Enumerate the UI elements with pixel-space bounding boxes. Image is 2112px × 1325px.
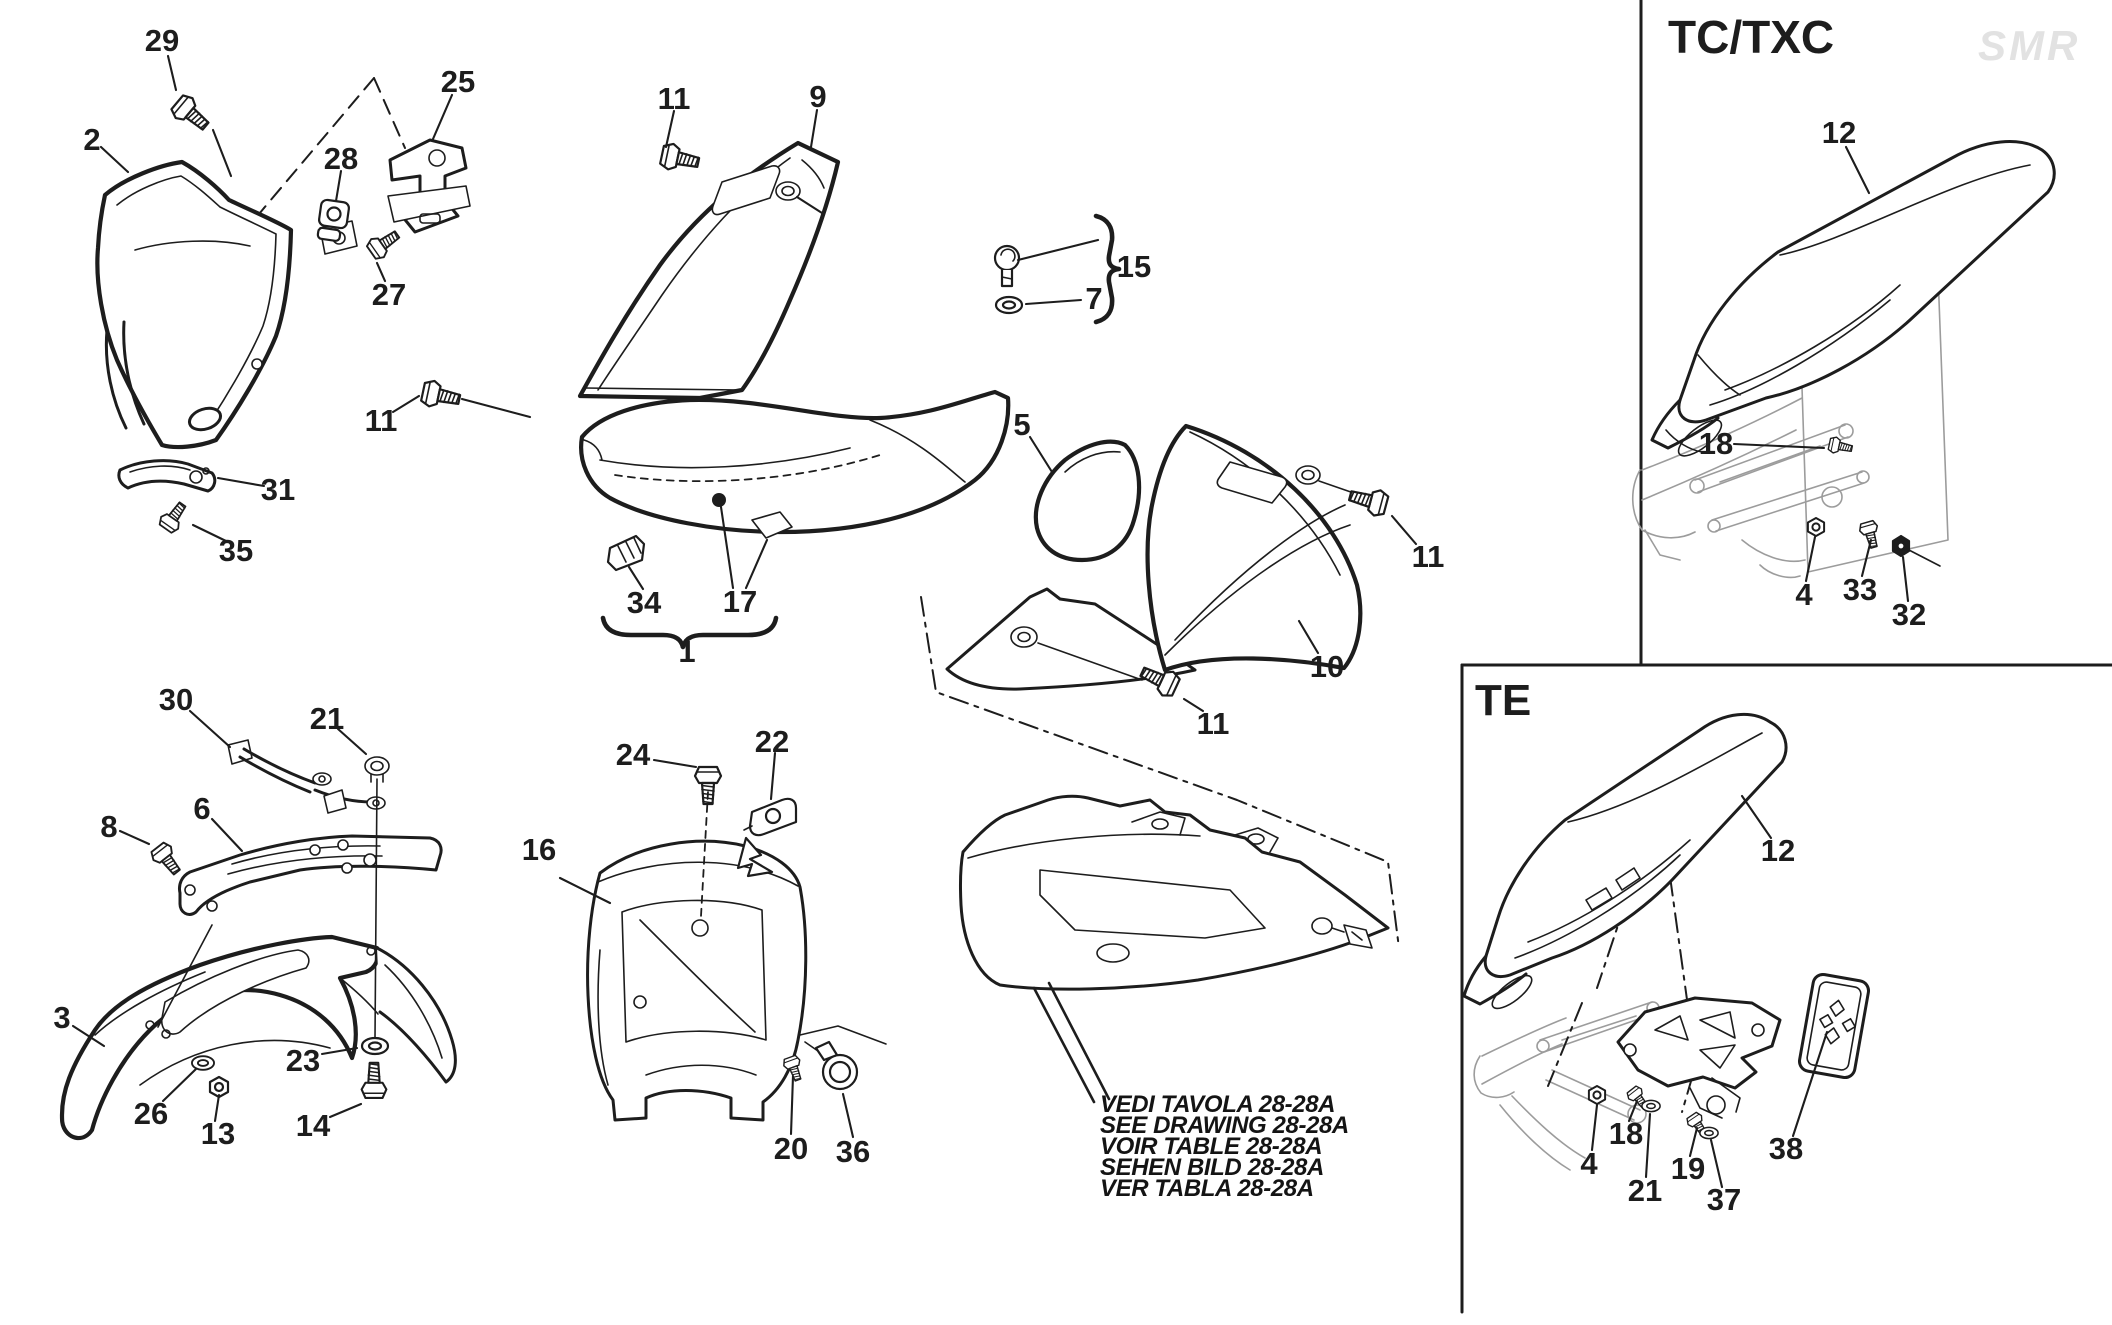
front-fender xyxy=(62,937,455,1138)
part-callout-34: 34 xyxy=(626,585,662,620)
te-nut-4 xyxy=(1589,1086,1605,1104)
part-callout-14: 14 xyxy=(295,1108,331,1143)
part-callout-38: 38 xyxy=(1768,1131,1804,1166)
part-callout-22: 22 xyxy=(754,724,790,759)
part-callout-21: 21 xyxy=(309,701,345,736)
part-callout-12: 12 xyxy=(1760,833,1796,868)
part-callout-4: 4 xyxy=(1795,577,1813,612)
note-block xyxy=(1100,1091,1349,1202)
part-callout-11: 11 xyxy=(1196,706,1230,741)
part-callout-28: 28 xyxy=(323,141,359,176)
tc-rear-fender xyxy=(1652,142,2054,462)
part-callout-31: 31 xyxy=(260,472,296,507)
part-callout-30: 30 xyxy=(158,682,194,717)
part-callout-25: 25 xyxy=(440,64,476,99)
part-callout-29: 29 xyxy=(144,23,180,58)
part-callout-3: 3 xyxy=(53,1000,71,1035)
note-line: SEHEN BILD 28-28A xyxy=(1100,1154,1324,1181)
clamp-36 xyxy=(800,1026,886,1089)
washer-23 xyxy=(362,1038,388,1054)
te-washer-37 xyxy=(1700,1127,1718,1138)
mount-bracket-25 xyxy=(388,140,470,232)
te-reflector-38 xyxy=(1798,973,1870,1079)
note-line: VER TABLA 28-28A xyxy=(1100,1175,1314,1202)
part-callout-1: 1 xyxy=(678,634,696,669)
right-side-panel xyxy=(1148,426,1371,670)
screw-11-plate xyxy=(420,379,462,412)
left-side-panel xyxy=(580,143,838,398)
part-callout-20: 20 xyxy=(773,1131,809,1166)
part-callout-10: 10 xyxy=(1309,649,1345,684)
part-callout-11: 11 xyxy=(364,403,398,438)
te-rear-fender xyxy=(1464,714,1786,1013)
grommet-21 xyxy=(365,757,389,775)
part-callout-23: 23 xyxy=(285,1043,321,1078)
seat xyxy=(581,392,1008,538)
part-callout-27: 27 xyxy=(371,277,407,312)
part-callout-4: 4 xyxy=(1580,1146,1598,1181)
part-callout-7: 7 xyxy=(1085,281,1103,316)
screw-27 xyxy=(365,225,403,261)
bolt-29 xyxy=(169,92,214,136)
part-callout-36: 36 xyxy=(835,1134,871,1169)
screw-11-panel-right xyxy=(1347,483,1389,518)
part-callout-37: 37 xyxy=(1706,1182,1742,1217)
part-callout-5: 5 xyxy=(1013,407,1031,442)
te-washer-21 xyxy=(1642,1100,1660,1111)
washer-7 xyxy=(996,297,1022,313)
part-callout-9: 9 xyxy=(809,79,827,114)
part-callout-11: 11 xyxy=(1411,539,1445,574)
part-callout-24: 24 xyxy=(615,737,651,772)
part-callout-19: 19 xyxy=(1670,1151,1706,1186)
part-callout-2: 2 xyxy=(83,122,101,157)
part-callout-15: 15 xyxy=(1116,249,1152,284)
note-line: SEE DRAWING 28-28A xyxy=(1100,1112,1349,1139)
part-callout-21: 21 xyxy=(1627,1173,1663,1208)
screw-8 xyxy=(149,841,186,879)
part-callout-26: 26 xyxy=(133,1096,169,1131)
part-callout-12: 12 xyxy=(1821,115,1857,150)
smr-watermark: SMR xyxy=(1978,22,2081,69)
note-line: VOIR TABLE 28-28A xyxy=(1100,1133,1323,1160)
part-callout-8: 8 xyxy=(100,809,118,844)
tc-nut-4 xyxy=(1808,518,1824,536)
part-callout-16: 16 xyxy=(521,832,557,867)
part-callout-13: 13 xyxy=(200,1116,236,1151)
note-line: VEDI TAVOLA 28-28A xyxy=(1100,1091,1336,1118)
tc-nut-32 xyxy=(1893,536,1909,556)
section-title-tc-txc: TC/TXC xyxy=(1668,11,1835,63)
part-callout-17: 17 xyxy=(722,584,758,619)
part-callout-33: 33 xyxy=(1842,572,1878,607)
bolt-14 xyxy=(362,1063,387,1098)
washer-26 xyxy=(192,1056,214,1070)
front-number-plate xyxy=(97,162,357,447)
sticker-5 xyxy=(1036,442,1139,560)
part-callout-6: 6 xyxy=(193,791,211,826)
fastener-15 xyxy=(995,246,1019,286)
part-callout-32: 32 xyxy=(1891,597,1927,632)
fender-brace-6 xyxy=(179,836,441,914)
clip-nut-22 xyxy=(744,799,796,835)
headlight-mask xyxy=(588,841,806,1120)
screw-35 xyxy=(157,498,191,534)
part-callout-18: 18 xyxy=(1608,1116,1644,1151)
seat-bumper-34 xyxy=(608,536,644,570)
part-callout-35: 35 xyxy=(218,533,254,568)
center-lower-panel xyxy=(960,796,1388,1102)
bracket-31 xyxy=(119,461,215,491)
part-callout-18: 18 xyxy=(1698,426,1734,461)
section-title-te: TE xyxy=(1475,676,1532,725)
part-callout-11: 11 xyxy=(657,81,691,116)
